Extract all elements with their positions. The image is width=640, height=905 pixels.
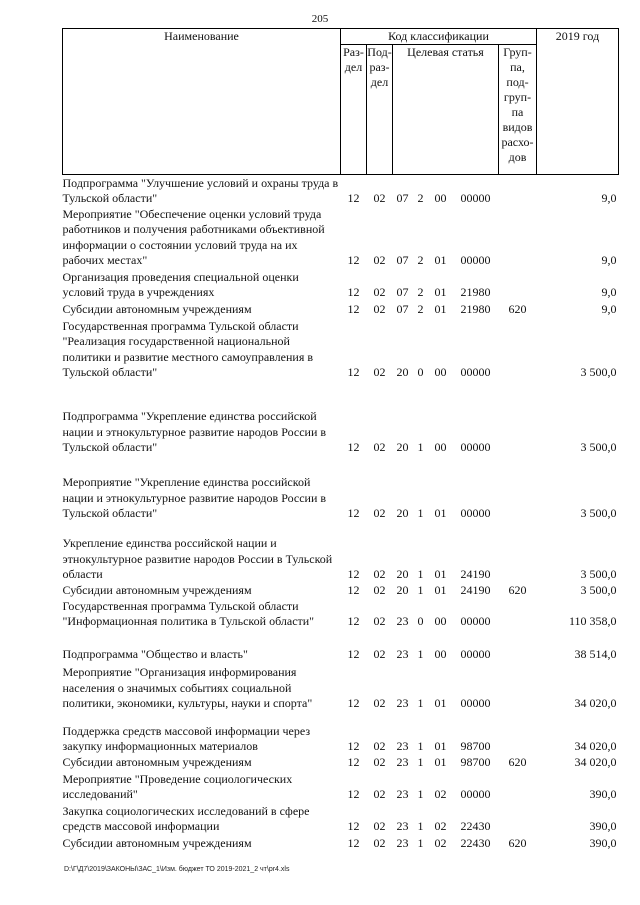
header-razdel: Раз- дел: [343, 45, 364, 74]
cell-s4: 00000: [460, 647, 491, 661]
file-path: D:\Г\Д7\2019\ЗАКОНЫ\ЗАС_1\Изм. бюджет ТО 2019-2021_2 чт\pr4.xls: [64, 866, 290, 873]
table-row: [63, 583, 619, 599]
cell-s4: 00000: [460, 191, 491, 205]
cell-s4: 24190: [460, 567, 491, 581]
cell-name: Подпрограмма "Улучшение условий и охраны труда в Тульской области": [62, 175, 339, 205]
cell-r: 12: [347, 440, 360, 454]
cell-s2: 0: [417, 365, 424, 379]
table-row: [63, 175, 619, 207]
cell-r: 12: [347, 583, 360, 597]
cell-s3: 01: [434, 696, 447, 710]
cell-r: 12: [347, 506, 360, 520]
cell-s1: 20: [396, 583, 409, 597]
cell-p: 02: [373, 647, 386, 661]
table-row: [63, 835, 619, 852]
cell-s1: 07: [396, 253, 409, 267]
cell-s4: 00000: [460, 365, 491, 379]
table-row: [63, 771, 619, 803]
cell-s1: 20: [396, 365, 409, 379]
cell-name: Поддержка средств массовой информации через закупку информационных материалов: [62, 723, 311, 753]
header-podrazdel: Под- раз- дел: [367, 45, 392, 89]
cell-name: Укрепление единства российской нации и этнокультурное развитие народов России в Тульской области: [62, 536, 333, 581]
cell-name: Мероприятие "Укрепление единства российской нации и этнокультурное развитие народов России в Тульской области": [62, 475, 327, 520]
cell-g: [499, 803, 537, 835]
cell-s2: 1: [417, 755, 424, 769]
cell-v: 390,0: [589, 787, 617, 801]
cell-v: 390,0: [589, 836, 617, 850]
cell-r: 12: [347, 755, 360, 769]
cell-r: 12: [347, 365, 360, 379]
cell-s1: 07: [396, 191, 409, 205]
cell-name: Организация проведения специальной оценки условий труда в учреждениях: [62, 269, 299, 299]
cell-s2: 1: [417, 739, 424, 753]
cell-s1: 20: [396, 440, 409, 454]
cell-s3: 02: [434, 787, 447, 801]
cell-g: [499, 630, 537, 663]
cell-s3: 00: [434, 365, 447, 379]
cell-name: Субсидии автономным учреждениям: [62, 583, 252, 597]
cell-g: 620: [508, 302, 527, 316]
cell-g: [499, 381, 537, 456]
cell-g: 620: [508, 583, 527, 597]
cell-s2: 2: [417, 253, 424, 267]
cell-s4: 24190: [460, 583, 491, 597]
cell-r: 12: [347, 739, 360, 753]
cell-p: 02: [373, 755, 386, 769]
cell-v: 9,0: [601, 285, 617, 299]
table-row: [63, 522, 619, 583]
cell-p: 02: [373, 739, 386, 753]
table-row: [63, 630, 619, 663]
cell-v: 3 500,0: [580, 365, 617, 379]
cell-s1: 23: [396, 836, 409, 850]
cell-name: Субсидии автономным учреждениям: [62, 755, 252, 769]
cell-r: 12: [347, 787, 360, 801]
cell-r: 12: [347, 614, 360, 628]
cell-p: 02: [373, 365, 386, 379]
cell-p: 02: [373, 583, 386, 597]
cell-s1: 20: [396, 567, 409, 581]
cell-s3: 02: [434, 819, 447, 833]
cell-g: [499, 207, 537, 269]
cell-p: 02: [373, 285, 386, 299]
cell-s4: 00000: [460, 440, 491, 454]
cell-s1: 07: [396, 285, 409, 299]
cell-p: 02: [373, 696, 386, 710]
cell-v: 34 020,0: [574, 696, 617, 710]
cell-p: 02: [373, 191, 386, 205]
cell-g: 620: [508, 755, 527, 769]
cell-p: 02: [373, 567, 386, 581]
table-row: [63, 663, 619, 712]
table-row: [63, 381, 619, 456]
cell-s4: 00000: [460, 696, 491, 710]
cell-s3: 01: [434, 583, 447, 597]
table-row: [63, 456, 619, 522]
table-row: [63, 301, 619, 318]
cell-s2: 2: [417, 302, 424, 316]
cell-name: Субсидии автономным учреждениям: [62, 836, 252, 850]
cell-s1: 23: [396, 696, 409, 710]
cell-g: [499, 771, 537, 803]
cell-g: [499, 522, 537, 583]
cell-s2: 1: [417, 440, 424, 454]
cell-s1: 23: [396, 647, 409, 661]
cell-g: [499, 663, 537, 712]
cell-s2: 1: [417, 647, 424, 661]
cell-s1: 23: [396, 614, 409, 628]
cell-s1: 23: [396, 739, 409, 753]
header-name: Наименование: [63, 29, 341, 175]
cell-v: 9,0: [601, 302, 617, 316]
cell-r: 12: [347, 567, 360, 581]
cell-s2: 2: [417, 285, 424, 299]
cell-g: [499, 175, 537, 207]
cell-s3: 01: [434, 567, 447, 581]
cell-s1: 23: [396, 787, 409, 801]
cell-g: [499, 599, 537, 630]
cell-s4: 98700: [460, 755, 491, 769]
cell-s2: 1: [417, 836, 424, 850]
cell-s2: 1: [417, 506, 424, 520]
cell-s4: 00000: [460, 787, 491, 801]
cell-s3: 00: [434, 440, 447, 454]
cell-p: 02: [373, 819, 386, 833]
cell-s3: 00: [434, 191, 447, 205]
cell-g: [499, 269, 537, 301]
cell-v: 34 020,0: [574, 755, 617, 769]
cell-r: 12: [347, 819, 360, 833]
cell-s1: 23: [396, 819, 409, 833]
cell-s4: 98700: [460, 739, 491, 753]
cell-s2: 1: [417, 819, 424, 833]
cell-s3: 01: [434, 739, 447, 753]
cell-r: 12: [347, 836, 360, 850]
cell-r: 12: [347, 285, 360, 299]
cell-r: 12: [347, 302, 360, 316]
cell-s4: 00000: [460, 253, 491, 267]
cell-g: [499, 712, 537, 755]
cell-g: [499, 318, 537, 381]
cell-name: Закупка социологических исследований в сфере средств массовой информации: [62, 803, 310, 833]
table-row: [63, 269, 619, 301]
header-year: 2019 год: [537, 29, 619, 175]
cell-s3: 00: [434, 647, 447, 661]
cell-name: Подпрограмма "Общество и власть": [62, 647, 248, 661]
cell-s2: 1: [417, 583, 424, 597]
cell-g: [499, 456, 537, 522]
page-number: 205: [311, 13, 329, 25]
cell-s3: 01: [434, 302, 447, 316]
cell-s2: 1: [417, 696, 424, 710]
cell-s3: 01: [434, 253, 447, 267]
cell-p: 02: [373, 506, 386, 520]
cell-s1: 20: [396, 506, 409, 520]
cell-s4: 00000: [460, 614, 491, 628]
cell-r: 12: [347, 696, 360, 710]
cell-s2: 0: [417, 614, 424, 628]
cell-v: 3 500,0: [580, 506, 617, 520]
cell-v: 9,0: [601, 253, 617, 267]
cell-s3: 01: [434, 285, 447, 299]
cell-g: 620: [508, 836, 527, 850]
cell-v: 34 020,0: [574, 739, 617, 753]
cell-p: 02: [373, 253, 386, 267]
table-row: [63, 599, 619, 630]
header-statya: Целевая статья: [393, 45, 499, 175]
cell-name: Мероприятие "Проведение социологических исследований": [62, 771, 293, 801]
cell-s3: 00: [434, 614, 447, 628]
table-body: [63, 175, 619, 852]
cell-v: 3 500,0: [580, 440, 617, 454]
cell-name: Государственная программа Тульской области "Информационная политика в Тульской области": [62, 598, 315, 628]
cell-name: Государственная программа Тульской области "Реализация государственной национальной политики и развитие местного самоуправления в Тульской области": [62, 318, 314, 379]
cell-name: Мероприятие "Организация информирования населения о значимых событиях социальной политики, экономики, культуры, науки и спорта": [62, 665, 313, 710]
cell-s1: 23: [396, 755, 409, 769]
cell-s4: 22430: [460, 836, 491, 850]
cell-r: 12: [347, 647, 360, 661]
table-row: [63, 803, 619, 835]
cell-s2: 2: [417, 191, 424, 205]
header-code: Код классификации: [341, 29, 537, 45]
cell-name: Субсидии автономным учреждениям: [62, 302, 252, 316]
cell-s3: 01: [434, 506, 447, 520]
cell-s3: 02: [434, 836, 447, 850]
cell-s4: 21980: [460, 285, 491, 299]
cell-v: 3 500,0: [580, 583, 617, 597]
cell-r: 12: [347, 253, 360, 267]
cell-v: 3 500,0: [580, 567, 617, 581]
cell-v: 110 358,0: [568, 614, 617, 628]
table-row: [63, 207, 619, 269]
cell-v: 390,0: [589, 819, 617, 833]
cell-name: Мероприятие "Обеспечение оценки условий труда работников и получения работниками объективной информации о состоянии условий труда на их рабочих местах": [62, 206, 325, 267]
cell-s2: 1: [417, 567, 424, 581]
table-row: [63, 318, 619, 381]
table-row: [63, 712, 619, 755]
cell-p: 02: [373, 302, 386, 316]
cell-name: Подпрограмма "Укрепление единства российской нации и этнокультурное развитие народов России в Тульской области": [62, 409, 327, 454]
cell-p: 02: [373, 440, 386, 454]
cell-s4: 00000: [460, 506, 491, 520]
cell-s3: 01: [434, 755, 447, 769]
table-row: [63, 755, 619, 771]
cell-v: 38 514,0: [574, 647, 617, 661]
cell-v: 9,0: [601, 191, 617, 205]
header-group: Груп- па, под- груп- па видов расхо- дов: [501, 45, 534, 164]
cell-p: 02: [373, 836, 386, 850]
cell-p: 02: [373, 614, 386, 628]
cell-s4: 22430: [460, 819, 491, 833]
budget-table: [62, 28, 619, 852]
cell-p: 02: [373, 787, 386, 801]
cell-s1: 07: [396, 302, 409, 316]
cell-s2: 1: [417, 787, 424, 801]
cell-s4: 21980: [460, 302, 491, 316]
cell-r: 12: [347, 191, 360, 205]
